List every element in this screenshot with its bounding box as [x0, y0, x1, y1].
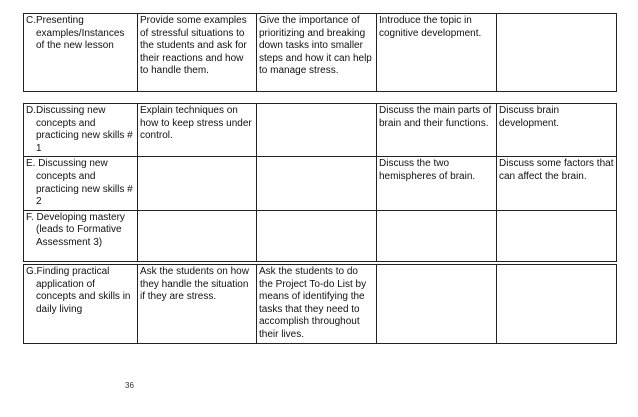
cell: Introduce the topic in cognitive development.	[377, 14, 497, 92]
cell	[138, 157, 257, 210]
cell: Discuss some factors that can affect the brain.	[497, 157, 617, 210]
row-label: C.Presenting examples/Instances of the new lesson	[26, 15, 125, 52]
cell	[257, 157, 377, 210]
cell	[377, 265, 497, 344]
section-c-table	[23, 13, 617, 92]
row-label: D.Discussing new concepts and practicing new skills # 1	[26, 105, 133, 154]
row-label: G.Finding practical application of concepts and skills in daily living	[26, 266, 131, 315]
row-label-cell	[24, 14, 138, 92]
table-row	[24, 157, 617, 210]
cell	[257, 104, 377, 157]
row-label-cell	[24, 157, 138, 210]
table-row	[24, 104, 617, 157]
cell: Discuss brain development.	[497, 104, 617, 157]
table-row	[24, 14, 617, 92]
cell: Discuss the main parts of brain and their functions.	[377, 104, 497, 157]
cell: Explain techniques on how to keep stress under control.	[138, 104, 257, 157]
cell	[497, 265, 617, 344]
section-g-table	[23, 264, 617, 344]
cell: Discuss the two hemispheres of brain.	[377, 157, 497, 210]
row-label: E. Discussing new concepts and practicing new skills # 2	[26, 158, 133, 208]
cell: Provide some examples of stressful situations to the students and ask for their reactions and how to handle them.	[138, 14, 257, 92]
row-label: F. Developing mastery (leads to Formative Assessment 3)	[26, 211, 125, 248]
cell	[138, 210, 257, 261]
table-row	[24, 265, 617, 344]
row-label-cell	[24, 104, 138, 157]
cell	[257, 210, 377, 261]
cell	[377, 210, 497, 261]
cell: Ask the students on how they handle the situation if they are stress.	[138, 265, 257, 344]
cell	[497, 14, 617, 92]
row-label-cell	[24, 265, 138, 344]
page-number: 36	[125, 381, 134, 390]
table-row	[24, 210, 617, 261]
row-label-cell	[24, 210, 138, 261]
cell: Ask the students to do the Project To-do List by means of identifying the tasks that they need to accomplish throughout their lives.	[257, 265, 377, 344]
cell	[497, 210, 617, 261]
section-def-table	[23, 103, 617, 262]
cell: Give the importance of prioritizing and breaking down tasks into smaller steps and how it can help to manage stress.	[257, 14, 377, 92]
